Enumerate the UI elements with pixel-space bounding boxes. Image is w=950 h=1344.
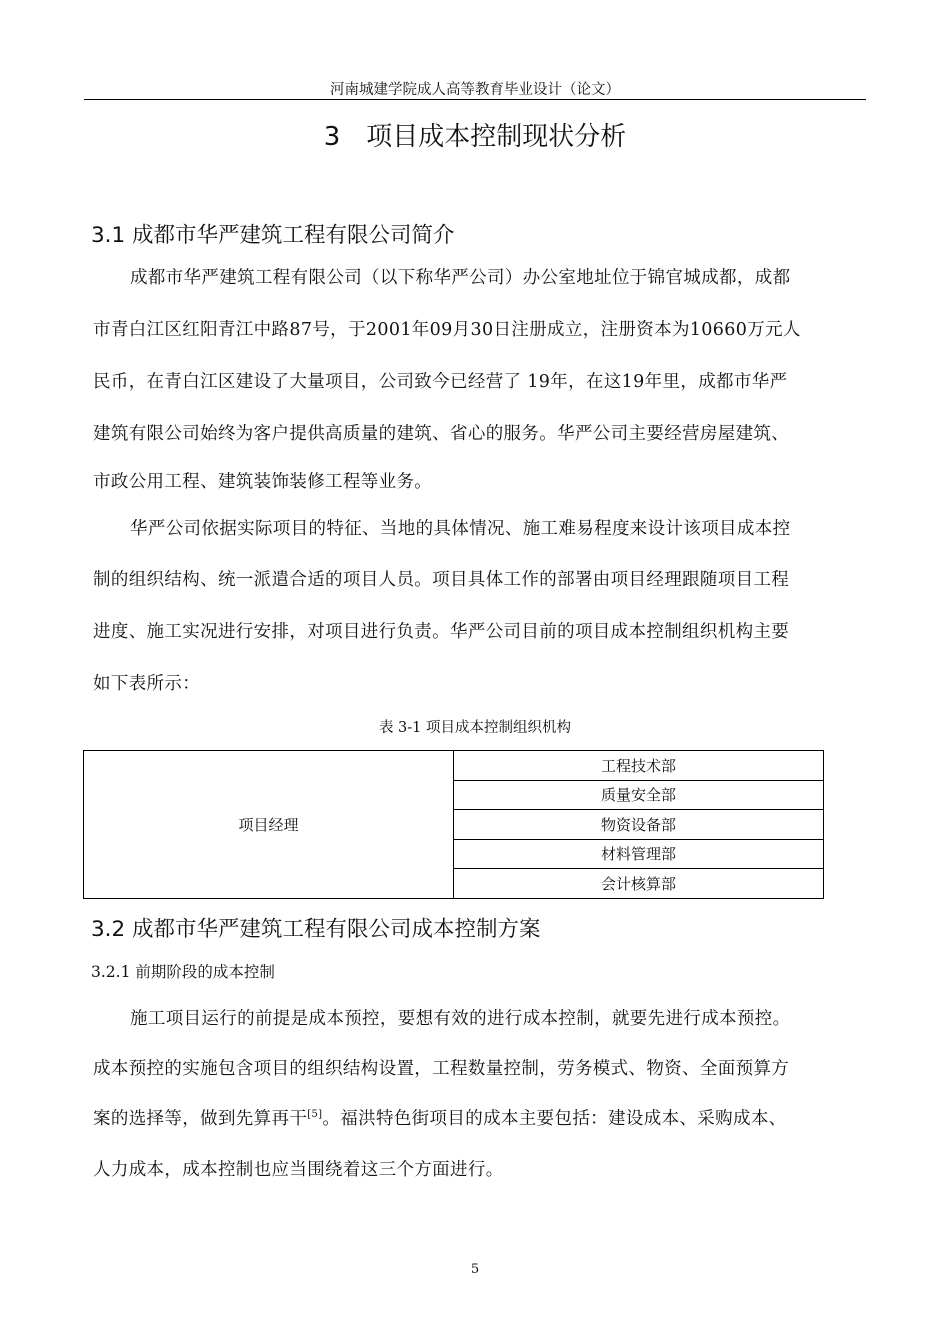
table-caption: 表 3-1 项目成本控制组织机构 xyxy=(378,720,572,736)
table-cell: 物资设备部 xyxy=(454,810,824,840)
table-cell: 会计核算部 xyxy=(454,869,824,899)
paragraph-line: 施工项目运行的前提是成本预控，要想有效的进行成本控制，就要先进行成本预控。 xyxy=(130,1009,791,1029)
section-heading-3-1: 3.1 成都市华严建筑工程有限公司简介 xyxy=(91,223,455,248)
citation: [5] xyxy=(307,1109,323,1121)
table-cell: 质量安全部 xyxy=(454,780,824,810)
paragraph-line: 民币，在青白江区建设了大量项目，公司致今已经营了 19年，在这19年里，成都市华严 xyxy=(93,372,788,392)
paragraph-line xyxy=(93,1105,787,1130)
table-row xyxy=(84,751,824,781)
paragraph-line: 市青白江区红阳青江中路87号，于2001年09月30日注册成立，注册资本为10660万元人 xyxy=(93,320,801,340)
table-cell: 工程技术部 xyxy=(454,751,824,781)
page-number: 5 xyxy=(470,1262,480,1277)
table-cell: 材料管理部 xyxy=(454,839,824,869)
paragraph-line: 市政公用工程、建筑装饰装修工程等业务。 xyxy=(93,472,433,492)
paragraph-line: 人力成本，成本控制也应当围绕着这三个方面进行。 xyxy=(93,1160,504,1180)
text: 案的选择等，做到先算再干 xyxy=(93,1109,308,1129)
paragraph-line: 建筑有限公司始终为客户提供高质量的建筑、省心的服务。华严公司主要经营房屋建筑、 xyxy=(93,424,790,444)
chapter-title: 3 项目成本控制现状分析 xyxy=(323,122,627,152)
paragraph-line: 进度、施工实况进行安排，对项目进行负责。华严公司目前的项目成本控制组织机构主要 xyxy=(93,622,790,642)
subsection-heading: 3.2.1 前期阶段的成本控制 xyxy=(91,963,275,981)
text: 。福洪特色街项目的成本主要包括：建设成本、采购成本、 xyxy=(322,1109,787,1129)
page-header: 河南城建学院成人高等教育毕业设计（论文） xyxy=(330,82,620,98)
section-heading-3-2: 3.2 成都市华严建筑工程有限公司成本控制方案 xyxy=(91,917,541,942)
paragraph-line: 成本预控的实施包含项目的组织结构设置，工程数量控制，劳务模式、物资、全面预算方 xyxy=(93,1059,790,1079)
org-structure-table xyxy=(83,750,824,899)
paragraph-line: 华严公司依据实际项目的特征、当地的具体情况、施工难易程度来设计该项目成本控 xyxy=(130,519,791,539)
header-divider xyxy=(84,99,866,100)
paragraph-line: 制的组织结构、统一派遣合适的项目人员。项目具体工作的部署由项目经理跟随项目工程 xyxy=(93,570,790,590)
paragraph-line: 成都市华严建筑工程有限公司（以下称华严公司）办公室地址位于锦官城成都，成都 xyxy=(130,268,791,288)
paragraph-line: 如下表所示： xyxy=(93,674,201,694)
table-cell-project-manager: 项目经理 xyxy=(84,751,454,899)
